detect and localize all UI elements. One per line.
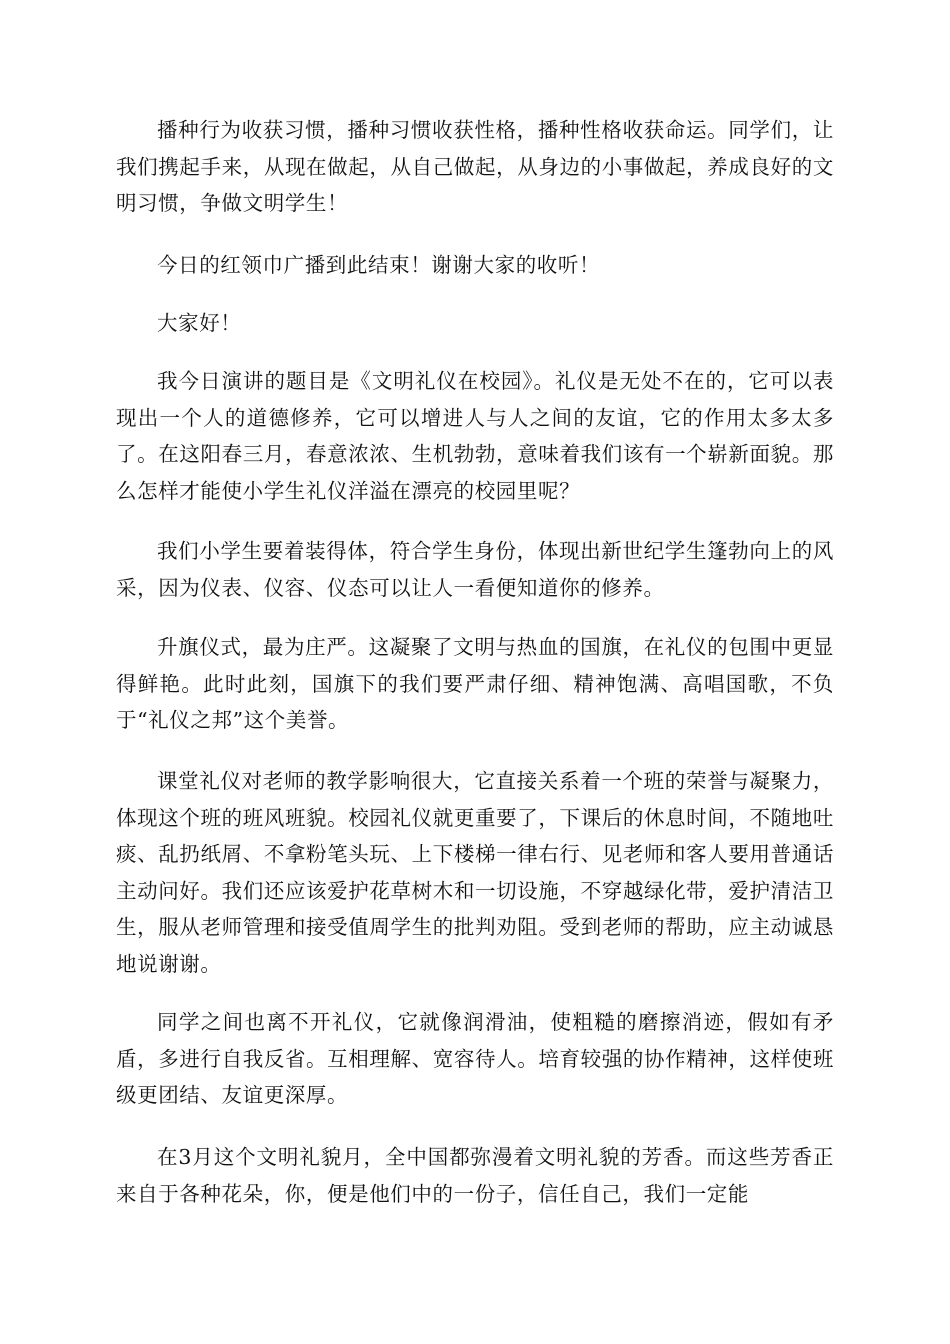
paragraph-greeting: 大家好！ — [157, 311, 242, 335]
paragraph-closing-habits: 播种行为收获习惯，播种习惯收获性格，播种性格收获命运。同学们，让我们携起手来，从现在做起，从自己做起，从身边的小事做起，养成良好的文明习惯，争做文明学生！ — [116, 118, 834, 215]
paragraph-speech-topic: 我今日演讲的题目是《文明礼仪在校园》。礼仪是无处不在的，它可以表现出一个人的道德修养，它可以增进人与人之间的友谊，它的作用太多太多了。在这阳春三月，春意浓浓、生机勃勃，意味着我们该有一个崭新面貌。那么怎样才能使小学生礼仪洋溢在漂亮的校园里呢？ — [116, 369, 834, 503]
paragraph-dress: 我们小学生要着装得体，符合学生身份，体现出新世纪学生篷勃向上的风采，因为仪表、仪容、仪态可以让人一看便知道你的修养。 — [116, 539, 834, 600]
document-page — [116, 112, 834, 1212]
paragraph-civility-month: 在3月这个文明礼貌月，全中国都弥漫着文明礼貌的芳香。而这些芳香正来自于各种花朵，你，便是他们中的一份子，信任自己，我们一定能 — [116, 1145, 834, 1206]
paragraph-flag-ceremony: 升旗仪式，最为庄严。这凝聚了文明与热血的国旗，在礼仪的包围中更显得鲜艳。此时此刻，国旗下的我们要严肃仔细、精神饱满、高唱国歌，不负于“礼仪之邦”这个美誉。 — [116, 635, 834, 732]
paragraph-classroom-etiquette: 课堂礼仪对老师的教学影响很大，它直接关系着一个班的荣誉与凝聚力，体现这个班的班风班貌。校园礼仪就更重要了，下课后的休息时间，不随地吐痰、乱扔纸屑、不拿粉笔头玩、上下楼梯一律右行、见老师和客人要用普通话主动问好。我们还应该爱护花草树木和一切设施，不穿越绿化带，爱护清洁卫生，服从老师管理和接受值周学生的批判劝阻。受到老师的帮助，应主动诚恳地说谢谢。 — [116, 769, 834, 976]
paragraph-classmates: 同学之间也离不开礼仪，它就像润滑油，使粗糙的磨擦消迹，假如有矛盾，多进行自我反省。互相理解、宽容待人。培育较强的协作精神，这样使班级更团结、友谊更深厚。 — [116, 1010, 834, 1107]
paragraph-broadcast-end: 今日的红领巾广播到此结束！谢谢大家的收听！ — [157, 253, 601, 277]
